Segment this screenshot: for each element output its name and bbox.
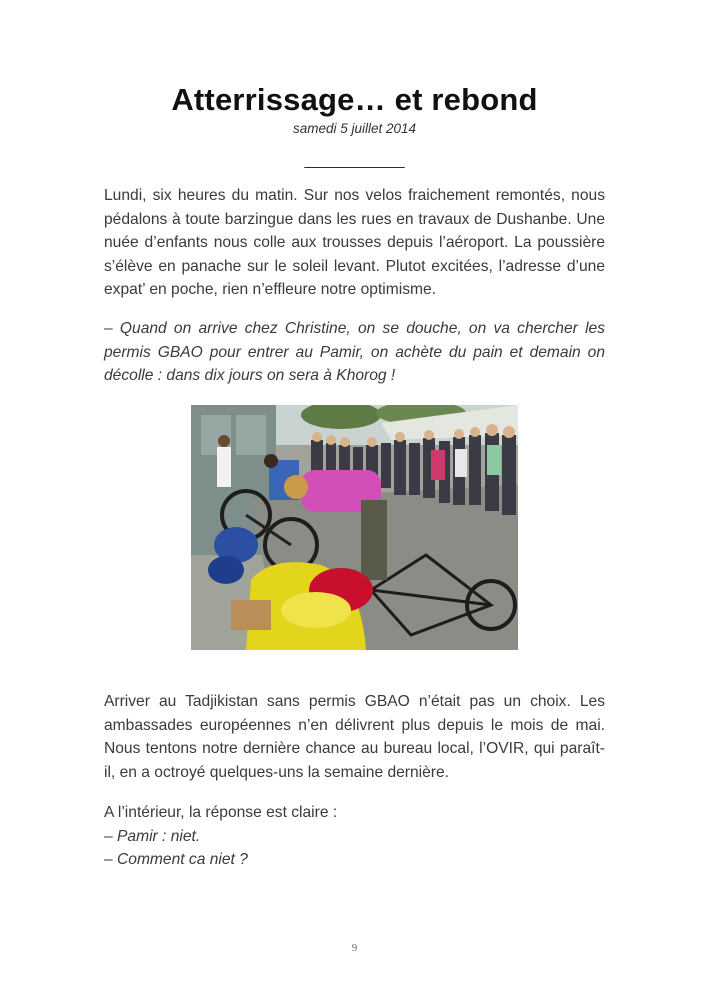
dialog-intro: A l’intérieur, la réponse est claire : bbox=[104, 804, 338, 821]
dialog-line: – Comment ca niet ? bbox=[104, 851, 248, 868]
page-date: samedi 5 juillet 2014 bbox=[292, 121, 417, 136]
dialog-line: – Pamir : niet. bbox=[104, 827, 201, 845]
paragraph-intro: Lundi, six heures du matin. Sur nos velos fraichement remontés, nous pédalons à toute barzingue dans les rues en travaux de Dushanbe. Une nuée d’enfants nous colle aux trousses depuis l’aéroport. La poussière s’élève en panache sur le soleil levant. Plutot excitées, l’adresse d’une expat’ en poche, rien n’effleure notre optimisme. bbox=[104, 187, 605, 298]
page-title: Atterrissage… et rebond bbox=[171, 82, 538, 117]
title-separator: ____________ bbox=[304, 152, 405, 169]
paragraph-permit: Arriver au Tadjikistan sans permis GBAO n’était pas un choix. Les ambassades européennes n’en délivrent plus depuis le mois de mai. Nous tentons notre dernière chance au bureau local, l’OVIR, qui paraît-il, en a octroyé quelques-uns la semaine dernière. bbox=[104, 693, 605, 781]
page-number: 9 bbox=[351, 942, 358, 954]
quote-paragraph: – Quand on arrive chez Christine, on se douche, on va chercher les permis GBAO pour entrer au Pamir, on achète du pain et demain on décolle : dans dix jours on sera à Khorog ! bbox=[104, 320, 605, 384]
dialog-block bbox=[104, 801, 605, 872]
cyclist-photo bbox=[191, 405, 518, 650]
